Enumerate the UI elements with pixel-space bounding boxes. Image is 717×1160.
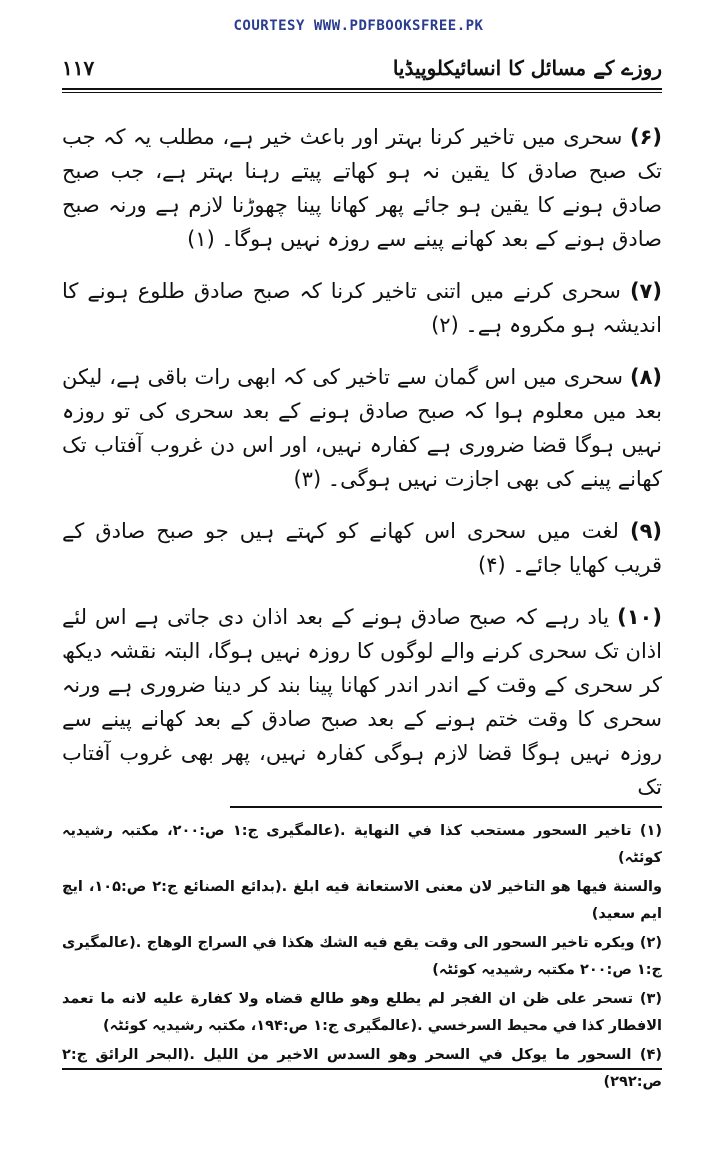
paragraph-text: یاد رہے کہ صبح صادق ہونے کے بعد اذان دی جاتی ہے اس لئے اذان تک سحری کرنے والے لوگوں کا روزہ نہیں ہوگا، البتہ نقشہ دیکھ کر سحری کے وقت کے اندر اندر کھانا پینا بند کر دینا ضروری ہے ورنہ سحری کا وقت ختم ہونے کے بعد صبح صادق کے بعد کھانے پینے سے روزہ نہیں ہوگا قضا لازم ہوگی کفارہ نہیں، پھر بھی غروب آفتاب تک bbox=[62, 605, 662, 799]
paragraph-number: (۷) bbox=[629, 279, 662, 303]
paragraph-8 bbox=[62, 360, 662, 496]
paragraph-6 bbox=[62, 120, 662, 256]
paragraph-text: سحری میں تاخیر کرنا بہتر اور باعث خیر ہے، مطلب یہ کہ جب تک صبح صادق کا یقین نہ ہو کھاتے پیتے رہنا بہتر ہے، جب صبح صادق ہونے کا یقین ہو جائے پھر کھانا پینا چھوڑنا لازم ہے ورنہ صبح صادق ہونے کے بعد کھانے پینے سے روزہ نہیں ہوگا۔ (۱) bbox=[62, 125, 662, 251]
paragraph-text: سحری کرنے میں اتنی تاخیر کرنا کہ صبح صادق طلوع ہونے کا اندیشہ ہو مکروہ ہے۔ (۲) bbox=[62, 279, 662, 337]
footnote-rule bbox=[230, 806, 662, 808]
paragraph-9 bbox=[62, 514, 662, 582]
page-number: ۱۱۷ bbox=[62, 56, 95, 80]
footnote-1: (۱) تاخیر السحور مستحب كذا في النهاية .(عالمگیری ج:۱ ص:۲۰۰، مکتبہ رشیدیہ کوئٹہ) bbox=[62, 823, 662, 866]
courtesy-watermark: COURTESY WWW.PDFBOOKSFREE.PK bbox=[233, 18, 484, 34]
footnotes bbox=[62, 818, 662, 1098]
paragraph-number: (۹) bbox=[629, 519, 662, 543]
footnote-4: (۴) السحور ما يوكل في السحر وهو السدس الاخير من الليل .(البحر الرائق ج:۲ ص:۲۹۲) bbox=[62, 1047, 662, 1090]
header-rule-thin bbox=[62, 92, 662, 93]
paragraph-text: لغت میں سحری اس کھانے کو کہتے ہیں جو صبح صادق کے قریب کھایا جائے۔ (۴) bbox=[62, 519, 662, 577]
paragraph-text: سحری میں اس گمان سے تاخیر کی کہ ابھی رات باقی ہے، لیکن بعد میں معلوم ہوا کہ صبح صادق ہونے کے بعد سحری کی تو روزہ نہیں ہوگا قضا ضروری ہے کفارہ نہیں، اور اس دن غروب آفتاب تک کھانے پینے کی بھی اجازت نہیں ہوگی۔ (۳) bbox=[62, 365, 662, 491]
footnote-2: (۲) ويكره تاخير السحور الى وقت يقع فيه الشك هكذا في السراج الوهاج .(عالمگیری ج:۱ ص:۲۰۰ مکتبہ رشیدیہ کوئٹہ) bbox=[62, 935, 662, 978]
paragraph-number: (۶) bbox=[629, 125, 662, 149]
footnote-3: (۳) تسحر على ظن ان الفجر لم يطلع وهو طالع قضاه ولا كفارة عليه لانه ما تعمد الافطار كذا في محيط السرخسي .(عالمگیری ج:۱ ص:۱۹۴، مکتبہ رشیدیہ کوئٹہ) bbox=[62, 991, 662, 1034]
paragraph-number: (۸) bbox=[629, 365, 662, 389]
paragraph-10 bbox=[62, 600, 662, 804]
book-title: روزے کے مسائل کا انسائیکلوپیڈیا bbox=[392, 56, 662, 80]
paragraph-number: (۱۰) bbox=[617, 605, 662, 629]
paragraph-7 bbox=[62, 274, 662, 342]
main-text bbox=[62, 120, 662, 822]
footnote-bottom-rule bbox=[62, 1068, 662, 1070]
running-header bbox=[62, 52, 662, 86]
footnote-1-cont: والسنة فيها هو التاخير لان معنى الاستعانة فيه ابلغ .(بدائع الصنائع ج:۲ ص:۱۰۵، ایچ ایم سعید) bbox=[62, 879, 663, 922]
header-rule bbox=[62, 88, 662, 90]
